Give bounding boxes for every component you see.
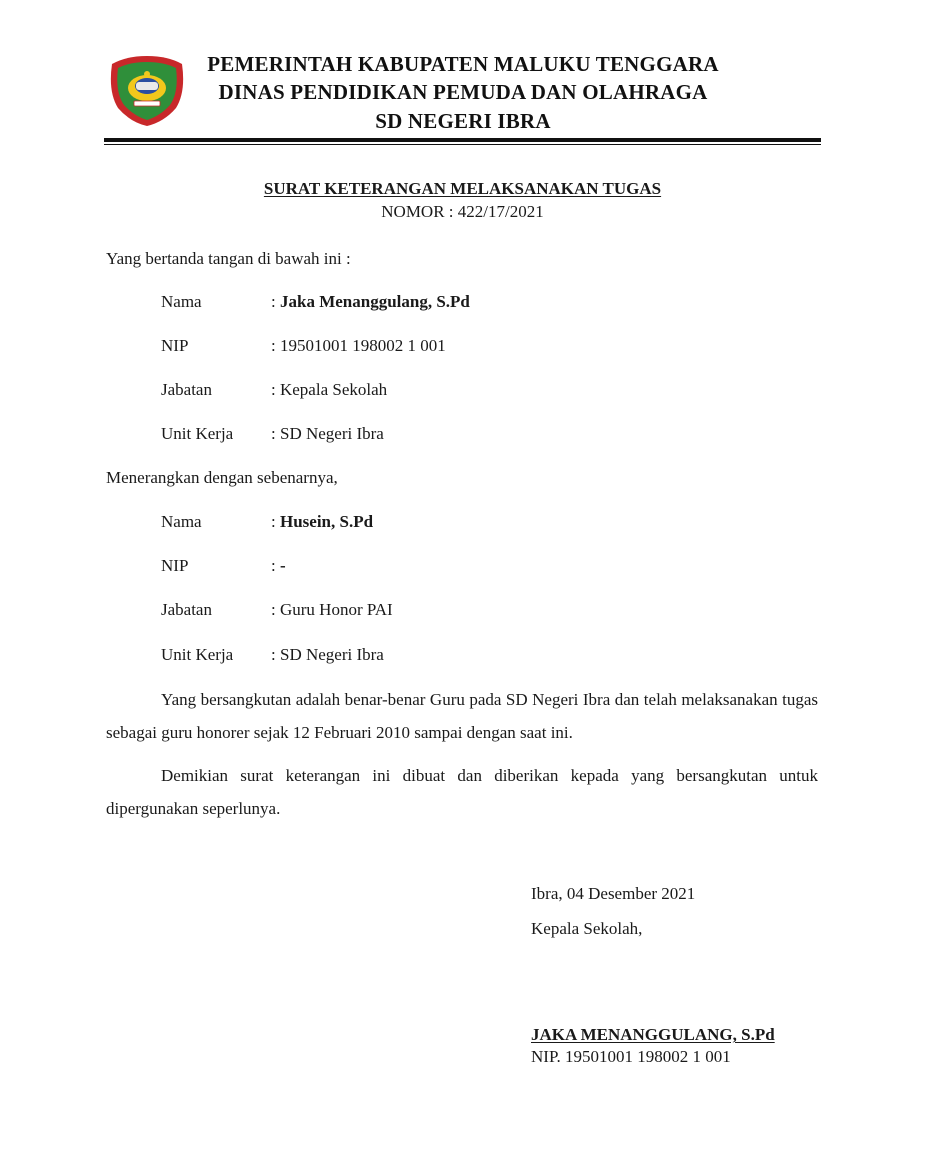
signer-unit: SD Negeri Ibra xyxy=(279,424,384,443)
paragraph-closing-text: Demikian surat keterangan ini dibuat dan diberikan kepada yang bersangkutan untuk dipergunakan seperlunya. xyxy=(106,766,818,818)
signature-position: Kepala Sekolah, xyxy=(531,919,643,938)
subject-nip: - xyxy=(279,556,286,575)
signer-name: Jaka Menanggulang, S.Pd xyxy=(279,292,470,311)
paragraph-statement-text: Yang bersangkutan adalah benar-benar Guru pada SD Negeri Ibra dan telah melaksanakan tugas sebagai guru honorer sejak 12 Februari 2010 sampai dengan saat ini. xyxy=(106,690,818,742)
document-number: NOMOR : 422/17/2021 xyxy=(381,202,544,221)
letterhead-divider-thick xyxy=(104,138,821,142)
subject-nip-value xyxy=(271,556,286,576)
intro-text: Yang bertanda tangan di bawah ini : xyxy=(106,249,351,268)
subject-position-value xyxy=(271,600,393,620)
separator: : xyxy=(271,292,276,311)
subject-name-value xyxy=(271,512,373,532)
letterhead-divider-thin xyxy=(104,144,821,145)
separator: : xyxy=(271,645,276,664)
subject-name: Husein, S.Pd xyxy=(279,512,374,531)
document-title-text: SURAT KETERANGAN MELAKSANAKAN TUGAS xyxy=(263,179,662,198)
signer-unit-value xyxy=(271,424,384,444)
subject-unit-label: Unit Kerja xyxy=(161,645,234,664)
paragraph-statement xyxy=(106,683,818,749)
letterhead-school: SD NEGERI IBRA xyxy=(375,109,551,133)
subject-position: Guru Honor PAI xyxy=(279,600,393,619)
signer-nip-label: NIP xyxy=(161,336,189,355)
letterhead-government: PEMERINTAH KABUPATEN MALUKU TENGGARA xyxy=(207,52,719,76)
signature-name-text: JAKA MENANGGULANG, S.Pd xyxy=(531,1025,775,1044)
separator: : xyxy=(271,600,276,619)
separator: : xyxy=(271,380,276,399)
letterhead-department: DINAS PENDIDIKAN PEMUDA DAN OLAHRAGA xyxy=(218,80,708,104)
signer-nip-value xyxy=(271,336,446,356)
signer-nip: 19501001 198002 1 001 xyxy=(279,336,446,355)
subject-unit-value xyxy=(271,645,384,665)
subject-unit: SD Negeri Ibra xyxy=(279,645,384,664)
statement-text: Menerangkan dengan sebenarnya, xyxy=(106,468,338,487)
subject-name-label: Nama xyxy=(161,512,202,531)
subject-nip-label: NIP xyxy=(161,556,189,575)
separator: : xyxy=(271,424,276,443)
signature-place-date: Ibra, 04 Desember 2021 xyxy=(531,884,696,903)
subject-position-label: Jabatan xyxy=(161,600,212,619)
separator: : xyxy=(271,336,276,355)
signer-position-label: Jabatan xyxy=(161,380,212,399)
signature-nip: NIP. 19501001 198002 1 001 xyxy=(531,1047,731,1066)
signature-name xyxy=(531,1025,775,1045)
signer-name-label: Nama xyxy=(161,292,202,311)
signer-name-value xyxy=(271,292,470,312)
signer-position: Kepala Sekolah xyxy=(279,380,388,399)
separator: : xyxy=(271,512,276,531)
paragraph-closing xyxy=(106,759,818,825)
signer-unit-label: Unit Kerja xyxy=(161,424,234,443)
signer-position-value xyxy=(271,380,387,400)
separator: : xyxy=(271,556,276,575)
document-title xyxy=(104,179,821,199)
